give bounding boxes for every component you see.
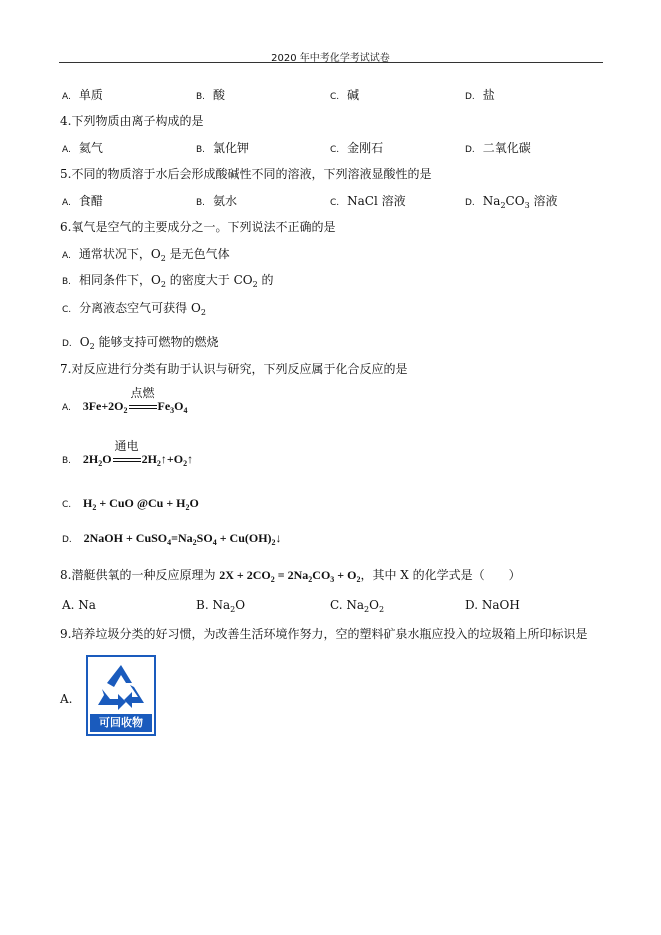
q7-option-d: D. 2NaOH + $CuSO_4=Na_2SO_4$ + $Cu(OH)_2↓$: [62, 531, 282, 547]
header-rule: [59, 62, 603, 63]
q9-option-a-label: A.: [60, 692, 73, 706]
q6-option-c: C. 分离液态空气可获得 $O_2$: [62, 301, 206, 317]
q8-option-c: C. $Na_2O_2$: [330, 598, 385, 614]
q7-stem: 7.对反应进行分类有助于认识与研究，下列反应属于化合反应的是: [60, 362, 408, 376]
q3-option-d: D. 盐: [465, 88, 495, 102]
q4-option-d: D. 二氧化碳: [465, 141, 531, 155]
q4-stem: 4.下列物质由离子构成的是: [60, 114, 204, 128]
equation-d: 2NaOH + $CuSO_4=Na_2SO_4$ + $Cu(OH)_2↓$: [83, 531, 282, 547]
q9-stem: 9.培养垃圾分类的好习惯，为改善生活环境作努力，空的塑料矿泉水瓶应投入的垃圾箱上所印标识是: [60, 627, 588, 641]
q5-option-d: D. $Na_2CO_3$ 溶液: [465, 194, 558, 210]
q8-option-d: D. NaOH: [465, 598, 520, 612]
q3-option-b: B. 酸: [196, 88, 226, 102]
q8-equation: $2X + 2CO_2 = 2Na_2CO_3 + O_2$: [219, 568, 361, 584]
q6-option-a: A. 通常状况下，$O_2$ 是无色气体: [62, 247, 230, 263]
q4-option-c: C. 金刚石: [330, 141, 384, 155]
q4-option-b: B. 氯化钾: [196, 141, 250, 155]
q8-stem: 8.潜艇供氧的一种反应原理为 $2X + 2CO_2 = 2Na_2CO_3 + O_2$，其中 X 的化学式是（ ）: [60, 568, 521, 584]
q6-option-d: D. $O_2$ 能够支持可燃物的燃烧: [62, 335, 219, 351]
q8-option-b: B. $Na_2O$: [196, 598, 246, 614]
recyclable-caption: 可回收物: [90, 714, 152, 732]
q5-option-c: C. NaCl 溶液: [330, 194, 406, 208]
page-header: 2020 年中考化学考试试卷: [271, 53, 390, 64]
q7-option-a: A. $3Fe+2O_2$ 点燃 $Fe_3O_4$: [62, 386, 188, 415]
condition-electrolysis: 通电: [114, 439, 139, 453]
recyclable-sign: [86, 655, 156, 736]
q5-option-b: B. 氨水: [196, 194, 238, 208]
condition-ignite: 点燃: [130, 386, 155, 400]
q3-option-c: C. 碱: [330, 88, 360, 102]
equation-b: $2H_2O$ 通电 $2H_2↑+O_2↑$: [82, 439, 194, 468]
q5-option-a: A. 食醋: [62, 194, 103, 208]
q8-option-a: A. Na: [62, 598, 96, 612]
q6-stem: 6.氧气是空气的主要成分之一。下列说法不正确的是: [60, 220, 336, 234]
equation-a: $3Fe+2O_2$ 点燃 $Fe_3O_4$: [82, 386, 188, 415]
recycle-icon: [88, 659, 154, 717]
q6-option-b: B. 相同条件下，$O_2$ 的密度大于 $CO_2$ 的: [62, 273, 274, 289]
q7-option-c: C. $H_2$ + CuO @Cu + $H_2O$: [62, 496, 199, 512]
equation-c: $H_2$ + CuO @Cu + $H_2O$: [82, 496, 199, 512]
q4-option-a: A. 氦气: [62, 141, 103, 155]
q5-stem: 5.不同的物质溶于水后会形成酸碱性不同的溶液，下列溶液显酸性的是: [60, 167, 432, 181]
q7-option-b: B. $2H_2O$ 通电 $2H_2↑+O_2↑$: [62, 439, 194, 468]
q3-option-a: A. 单质: [62, 88, 103, 102]
